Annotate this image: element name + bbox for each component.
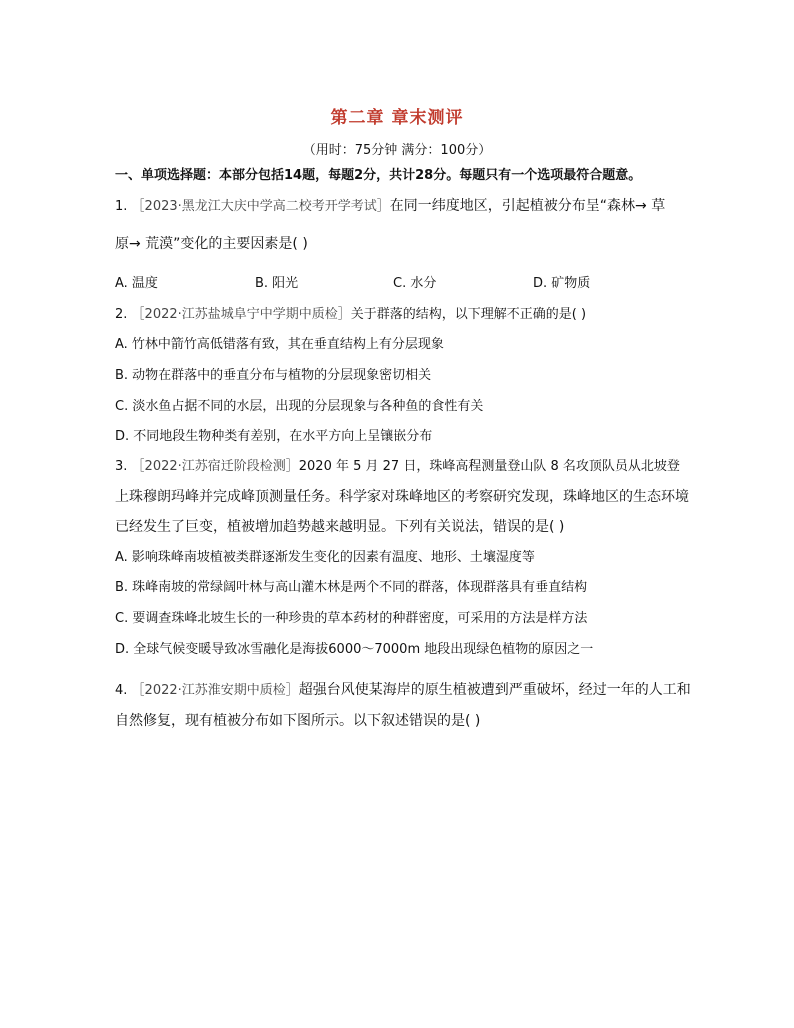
question-4-line-1	[115, 679, 691, 699]
question-2-source: ［2022·江苏盐城阜宁中学期中质检］	[131, 307, 351, 322]
section-heading: 一、单项选择题：本部分包括14题，每题2分，共计28分。每题只有一个选项最符合题意。	[115, 168, 642, 183]
question-2-line-1	[115, 303, 586, 322]
question-1-text: 在同一纬度地区，引起植被分布呈“森林→ 草	[389, 198, 666, 214]
question-3-option-a: A. 影响珠峰南坡植被类群逐渐发生变化的因素有温度、地形、土壤湿度等	[115, 550, 535, 565]
question-2-option-a: A. 竹林中箭竹高低错落有致，其在垂直结构上有分层现象	[115, 337, 444, 352]
question-2-option-c: C. 淡水鱼占据不同的水层，出现的分层现象与各种鱼的食性有关	[115, 399, 484, 414]
question-3-line-1	[115, 455, 680, 474]
question-4-source: ［2022·江苏淮安期中质检］	[131, 683, 299, 698]
question-2-text: 关于群落的结构，以下理解不正确的是( )	[350, 307, 587, 322]
question-1-line-2: 原→ 荒漠”变化的主要因素是( )	[115, 236, 308, 252]
question-3-number: 3.	[115, 459, 128, 474]
question-3-option-d: D. 全球气候变暖导致冰雪融化是海拔6000～7000m 地段出现绿色植物的原因之一	[115, 642, 594, 657]
question-1-options	[115, 272, 715, 292]
question-4-line-2: 自然修复，现有植被分布如下图所示。以下叙述错误的是( )	[115, 713, 481, 729]
question-3-text: 2020 年 5 月 27 日，珠峰高程测量登山队 8 名攻顶队员从北坡登	[298, 459, 680, 474]
question-2-option-b: B. 动物在群落中的垂直分布与植物的分层现象密切相关	[115, 368, 432, 383]
question-1-option-b: B. 阳光	[255, 276, 299, 291]
page-title: 第二章 章末测评	[330, 108, 464, 128]
question-1-option-a: A. 温度	[115, 276, 158, 291]
question-4-text: 超强台风使某海岸的原生植被遭到严重破坏，经过一年的人工和	[298, 682, 691, 698]
question-1-option-d: D. 矿物质	[533, 276, 591, 291]
question-4-number: 4.	[115, 683, 128, 698]
question-2-option-d: D. 不同地段生物种类有差别，在水平方向上呈镶嵌分布	[115, 429, 433, 444]
question-1-source: ［2023·黑龙江大庆中学高二校考开学考试］	[131, 199, 390, 214]
question-1-line-1	[115, 195, 665, 215]
question-3-line-3: 已经发生了巨变，植被增加趋势越来越明显。下列有关说法，错误的是( )	[115, 519, 565, 535]
question-1-option-c: C. 水分	[393, 276, 437, 291]
question-3-option-c: C. 要调查珠峰北坡生长的一种珍贵的草本药材的种群密度，可采用的方法是样方法	[115, 611, 588, 626]
question-2-number: 2.	[115, 307, 128, 322]
question-3-source: ［2022·江苏宿迁阶段检测］	[131, 459, 299, 474]
question-3-option-b: B. 珠峰南坡的常绿阔叶林与高山灌木林是两个不同的群落，体现群落具有垂直结构	[115, 580, 588, 595]
question-1-number: 1.	[115, 199, 128, 214]
time-score-info: （用时：75分钟 满分：100分）	[302, 143, 492, 158]
question-3-line-2: 上珠穆朗玛峰并完成峰顶测量任务。科学家对珠峰地区的考察研究发现，珠峰地区的生态环境	[115, 489, 689, 505]
